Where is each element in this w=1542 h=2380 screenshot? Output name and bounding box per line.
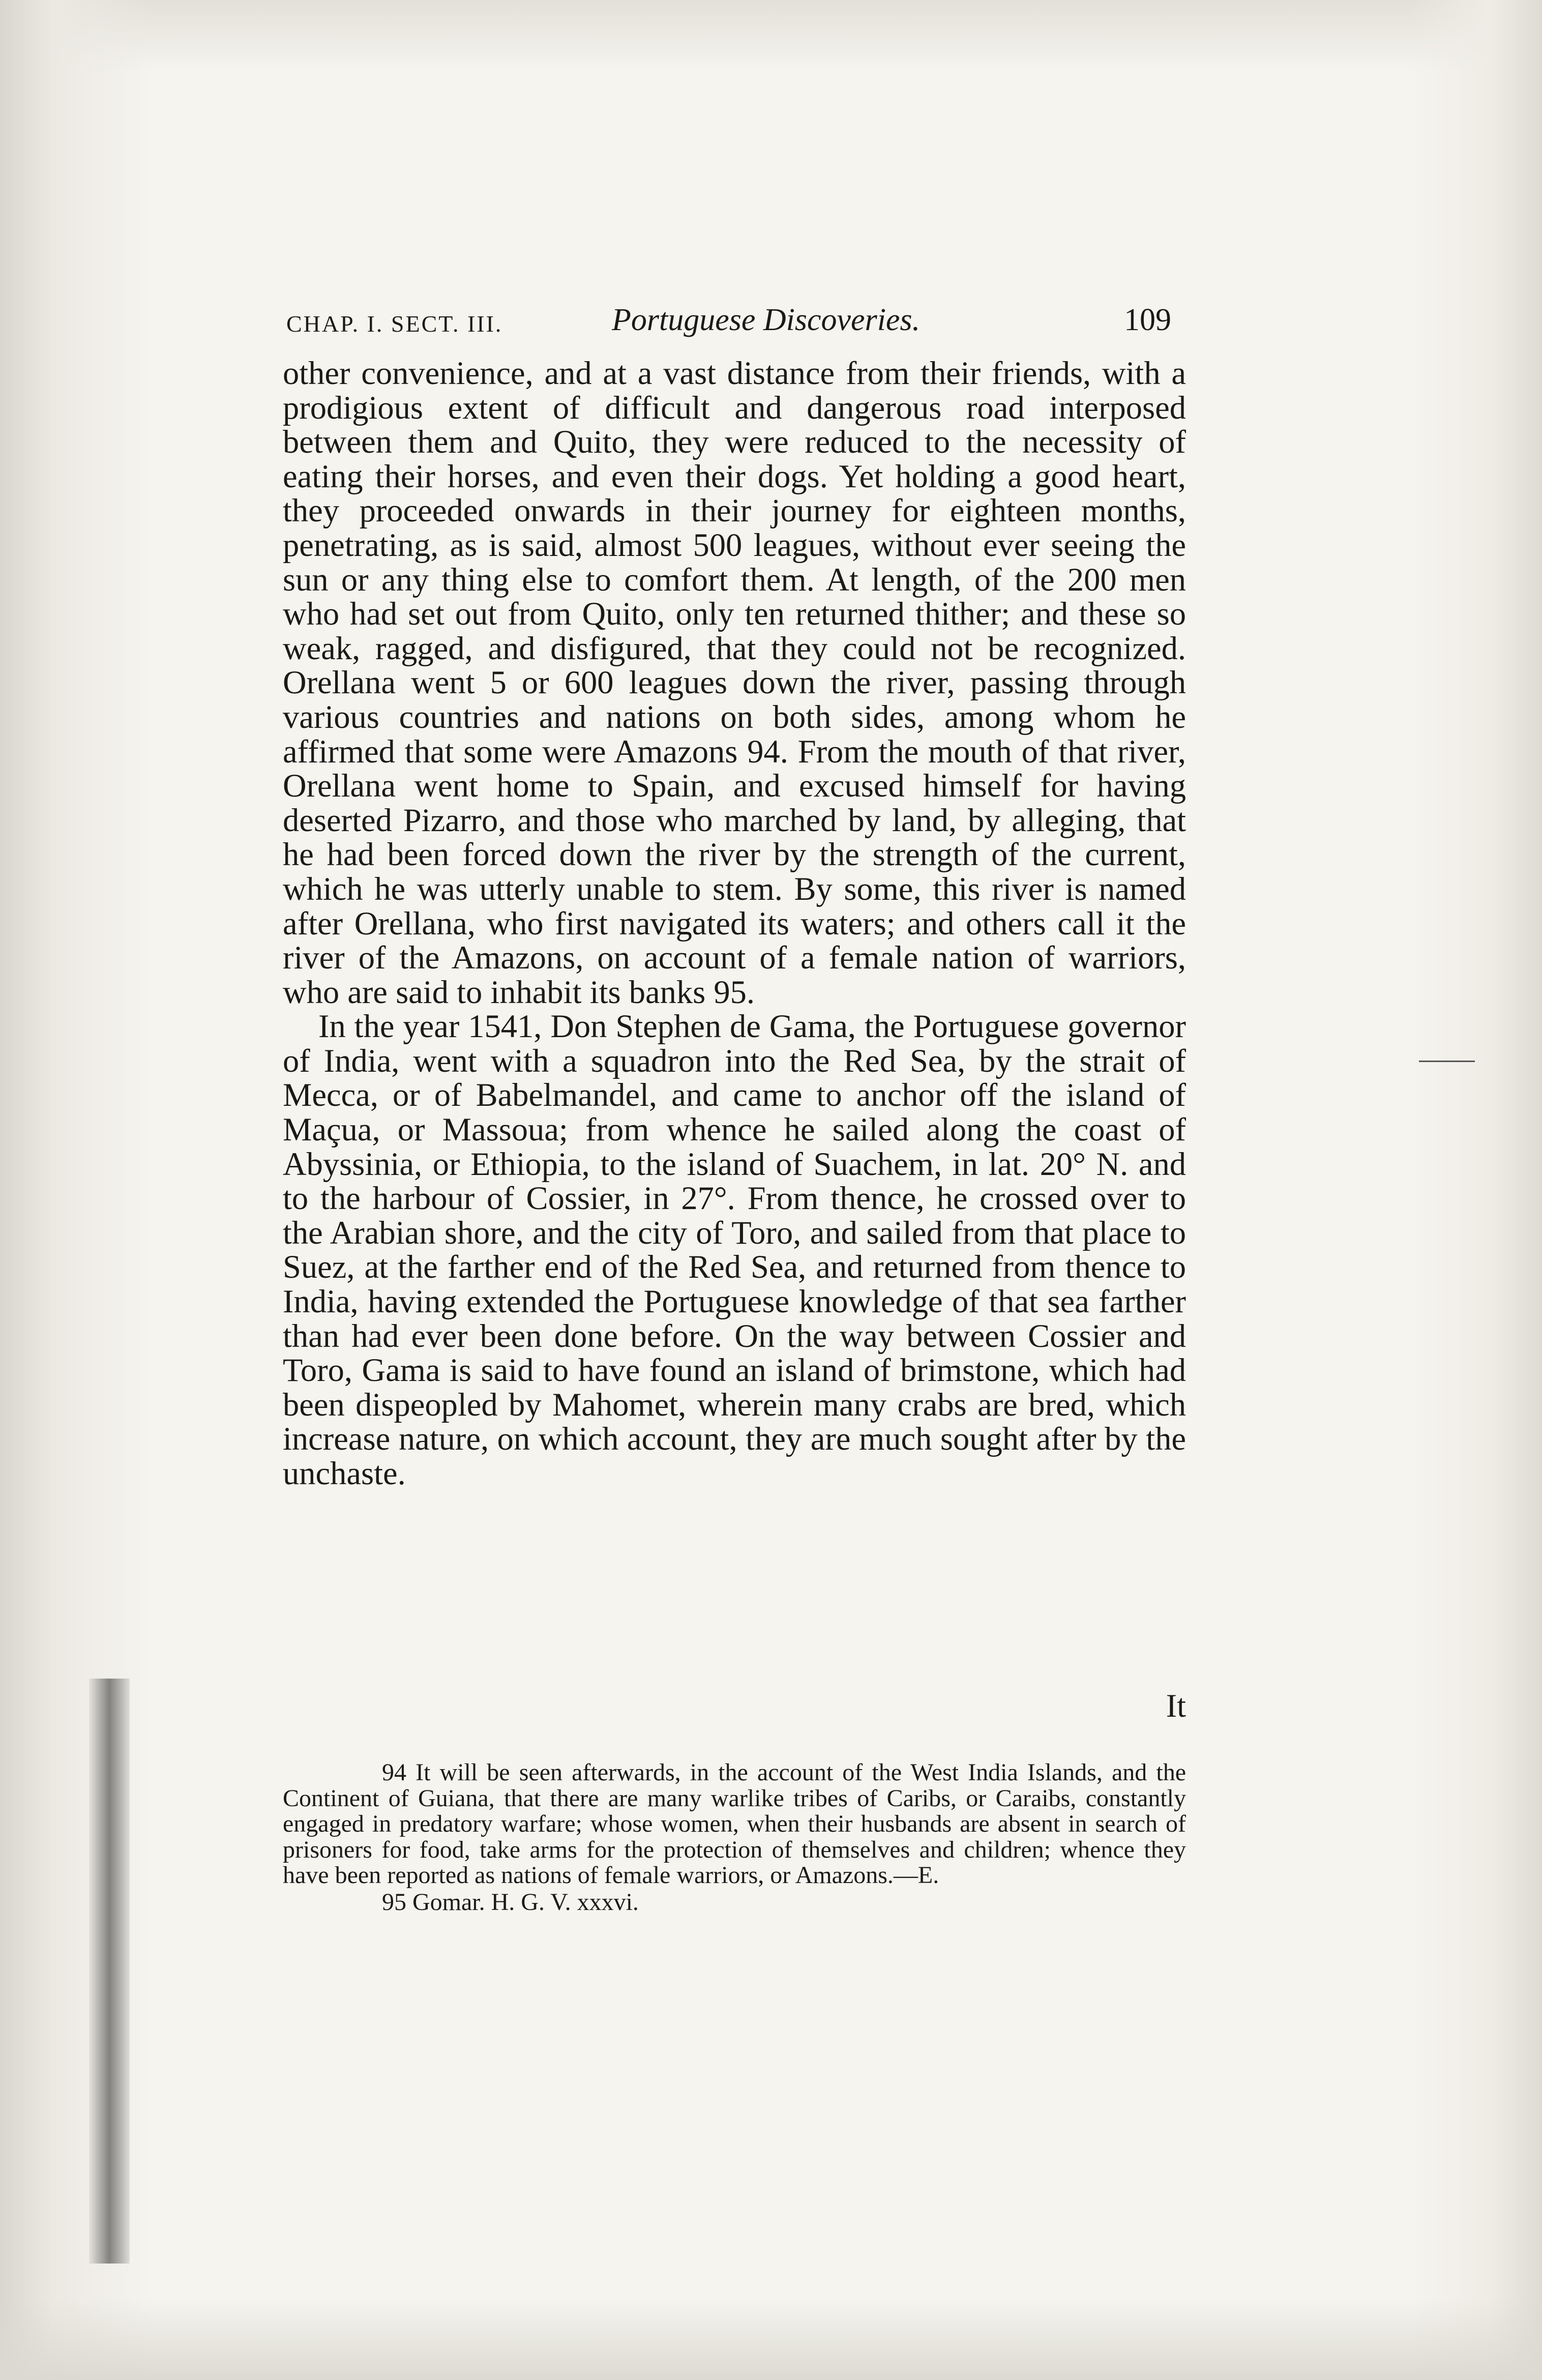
footnotes <box>283 1760 1186 1915</box>
running-header <box>286 300 1171 346</box>
main-text <box>283 356 1186 1491</box>
paragraph-orellana: other convenience, and at a vast distance from their friends, with a prodigious extent of difficult and dangerous road interposed between them and Quito, they were reduced to the necessity of eating their horses, and even their dogs. Yet holding a good heart, they proceeded onwards in their journey for eighteen months, penetrating, as is said, almost 500 leagues, without ever seeing the sun or any thing else to comfort them. At length, of the 200 men who had set out from Quito, only ten returned thither; and these so weak, ragged, and disfigured, that they could not be recognized. Orellana went 5 or 600 leagues down the river, passing through various countries and nations on both sides, among whom he affirmed that some were Amazons 94. From the mouth of that river, Orellana went home to Spain, and excused himself for having deserted Pizarro, and those who marched by land, by alleging, that he had been forced down the river by the strength of the current, which he was utterly unable to stem. By some, this river is named after Orellana, who first navigated its waters; and others call it the river of the Amazons, on account of a female nation of warriors, who are said to inhabit its banks 95. <box>283 355 1186 1010</box>
running-title: Portuguese Discoveries. <box>612 303 921 337</box>
scan-edge-top <box>0 0 1542 71</box>
scan-edge-bottom <box>0 2299 1542 2380</box>
scan-binding-shadow <box>89 1679 130 2264</box>
scan-edge-left <box>0 0 153 2380</box>
margin-mark <box>1419 1061 1475 1062</box>
footnote-94: 94 It will be seen afterwards, in the account of the West India Islands, and the Continent of Guiana, that there are many warlike tribes of Caribs, or Caraibs, constantly engaged in predatory warfare; whose women, when their husbands are absent in search of prisoners for food, take arms for the protection of themselves and children; whence they have been reported as nations of female warriors, or Amazons.—E. <box>283 1759 1186 1889</box>
chapter-section-label: CHAP. I. SECT. III. <box>286 311 503 337</box>
scan-edge-right <box>1410 0 1542 2380</box>
catchword: It <box>1166 1688 1186 1724</box>
page-number: 109 <box>1124 303 1171 337</box>
paragraph-gama: In the year 1541, Don Stephen de Gama, the Portuguese governor of India, went with a squadron into the Red Sea, by the strait of Mecca, or of Babelmandel, and came to anchor off the island of Maçua, or Massoua; from whence he sailed along the coast of Abyssinia, or Ethiopia, to the island of Suachem, in lat. 20° N. and to the harbour of Cossier, in 27°. From thence, he crossed over to the Arabian shore, and the city of Toro, and sailed from that place to Suez, at the farther end of the Red Sea, and returned from thence to India, having extended the Portuguese knowledge of that sea farther than had ever been done before. On the way between Cossier and Toro, Gama is said to have found an island of brimstone, which had been dispeopled by Mahomet, wherein many crabs are bred, which increase nature, on which account, they are much sought after by the unchaste. <box>283 1008 1186 1491</box>
footnote-95: 95 Gomar. H. G. V. xxxvi. <box>382 1888 639 1916</box>
